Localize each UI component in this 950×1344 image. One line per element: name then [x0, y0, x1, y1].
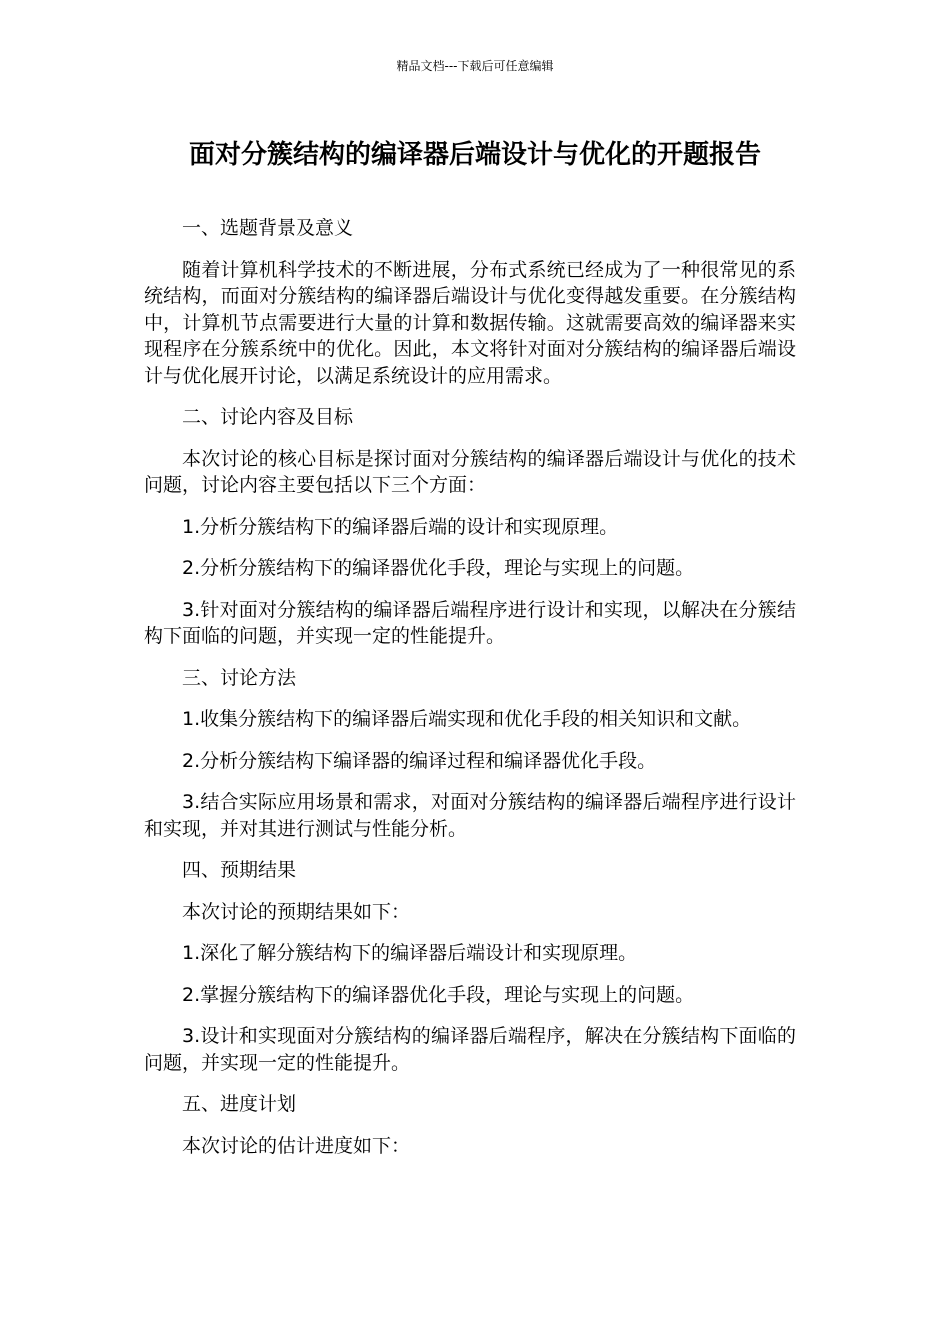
paragraph-results-intro: 本次讨论的预期结果如下：	[182, 900, 411, 923]
list-item-content-2: 2.分析分簇结构下的编译器优化手段，理论与实现上的问题。	[182, 557, 695, 579]
list-item-method-2: 2.分析分簇结构下编译器的编译过程和编译器优化手段。	[182, 749, 657, 772]
list-item-method-3: 3.结合实际应用场景和需求，对面对分簇结构的编译器后端程序进行设计和实现，并对其进行测试与性能分析。	[144, 791, 796, 840]
document-title: 面对分簇结构的编译器后端设计与优化的开题报告	[188, 140, 761, 170]
list-item-content-3: 3.针对面对分簇结构的编译器后端程序进行设计和实现，以解决在分簇结构下面临的问题，并实现一定的性能提升。	[144, 598, 796, 647]
paragraph-background: 随着计算机科学技术的不断进展，分布式系统已经成为了一种很常见的系统结构，而面对分簇结构的编译器后端设计与优化变得越发重要。在分簇结构中，计算机节点需要进行大量的计算和数据传输。这就需要高效的编译器来实现程序在分簇系统中的优化。因此，本文将针对面对分簇结构的编译器后端设计与优化展开讨论，以满足系统设计的应用需求。	[144, 258, 796, 387]
list-item-results-2: 2.掌握分簇结构下的编译器优化手段，理论与实现上的问题。	[182, 983, 695, 1006]
paragraph-schedule-intro: 本次讨论的估计进度如下：	[182, 1134, 411, 1157]
section-heading-schedule: 五、进度计划	[182, 1093, 297, 1115]
document-body	[144, 215, 796, 1174]
list-item-results-1: 1.深化了解分簇结构下的编译器后端设计和实现原理。	[182, 942, 638, 964]
list-item-method-1: 1.收集分簇结构下的编译器后端实现和优化手段的相关知识和文献。	[182, 708, 752, 730]
section-heading-background: 一、选题背景及意义	[182, 217, 354, 239]
section-heading-content: 二、讨论内容及目标	[182, 406, 354, 428]
paragraph-content-intro: 本次讨论的核心目标是探讨面对分簇结构的编译器后端设计与优化的技术问题，讨论内容主要包括以下三个方面：	[144, 447, 796, 496]
section-heading-results: 四、预期结果	[182, 859, 297, 881]
list-item-results-3: 3.设计和实现面对分簇结构的编译器后端程序，解决在分簇结构下面临的问题，并实现一定的性能提升。	[144, 1025, 796, 1074]
header-note: 精品文档---下载后可任意编辑	[396, 59, 554, 73]
section-heading-method: 三、讨论方法	[182, 666, 297, 689]
list-item-content-1: 1.分析分簇结构下的编译器后端的设计和实现原理。	[182, 515, 619, 538]
